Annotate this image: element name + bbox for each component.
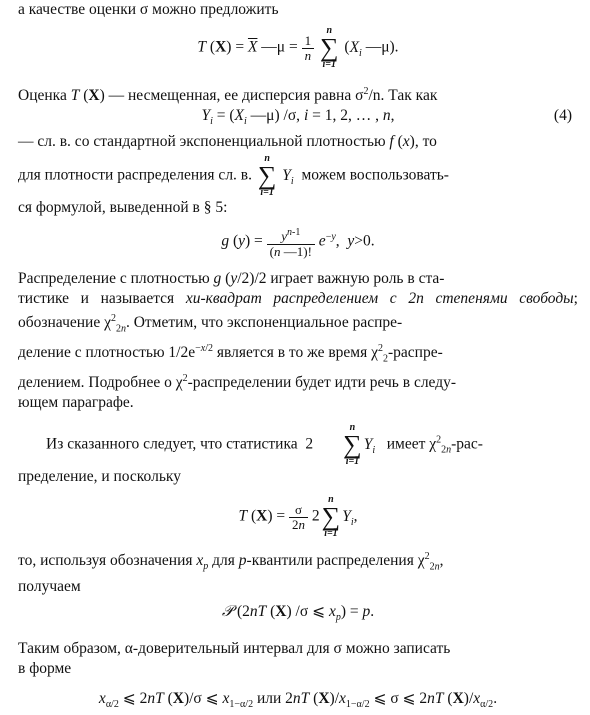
text-line-4: для плотности распределения сл. в. n ∑ i=1 $Y_i$ можем воспользовать- <box>18 153 449 199</box>
formula-yi: $Y_i = (X_i$ —μ) /σ, i = 1, 2, … , n, (4) <box>201 107 572 128</box>
formula-t-stat: T (X) = $\frac{\sigma}{2n}$ 2 n ∑ i=1 $Y_i$, <box>238 494 358 540</box>
text-quantile: то, используя обозначения $x_p$ для p-квантили распределения $\chi^2_{2n}$, <box>18 551 444 573</box>
text-line-3: — сл. в. со стандартной экспоненциальной плотностью f (x), то <box>18 133 437 151</box>
formula-probability: 𝒫 (2nT (X) /σ ⩽ $x_p) = p$. <box>221 602 375 624</box>
text-thus-1: Таким образом, α-доверительный интервал для σ можно записать <box>18 639 451 657</box>
paragraph-chi-square: Распределение с плотностью g (y/2)/2 играет важную роль в ста- тистике и называется хи-квадрат распределением с 2n степенями свободы; обозначение $\chi^2_{2n}$. Отметим, что экспоненциальное распре- деление с плотностью $1/2e^{-x/2}$ является в то же время $\chi^2_2-распре-$ делением. Подробнее о $\chi^2$-распределении будет идти речь в следу- ющем параграфе. <box>18 269 578 412</box>
formula-density: g (y) = $\frac{y^{n-1}}{(n —1)!}$ $e^{-y}$, y>0. <box>221 227 375 259</box>
formula-interval: $x_{\alpha/2}$ ⩽ 2nT (X)/σ ⩽ $x_{1-\alpha/2}$ или 2nT $(X)/x_{1-\alpha/2}$ ⩽ σ ⩽ 2nT $(X)/x_{\alpha/2}$. <box>98 689 498 710</box>
formula-estimator: T $(X) = \overline{X}$ —μ = $\frac{1}{n}$ n ∑ i=1 ($X_i$ —μ). <box>197 25 399 70</box>
equation-number: (4) <box>553 107 572 125</box>
text-line-5: ся формулой, выведенной в § 5: <box>18 199 228 217</box>
text-obtain: получаем <box>18 578 81 596</box>
text-line-1: а качестве оценки σ можно предложить <box>18 1 279 18</box>
text-statistic: Из сказанного следует, что статистика 2 n ∑ i=1 $Y_i$ имеет $\chi^2_{2n}-рас-$ <box>46 422 483 468</box>
text-thus-2: в форме <box>18 659 72 677</box>
text-since: пределение, и поскольку <box>18 468 181 486</box>
text-line-2: Оценка T (X) — несмещенная, ее дисперсия равна $\sigma^2/n$. Так как <box>18 86 438 105</box>
